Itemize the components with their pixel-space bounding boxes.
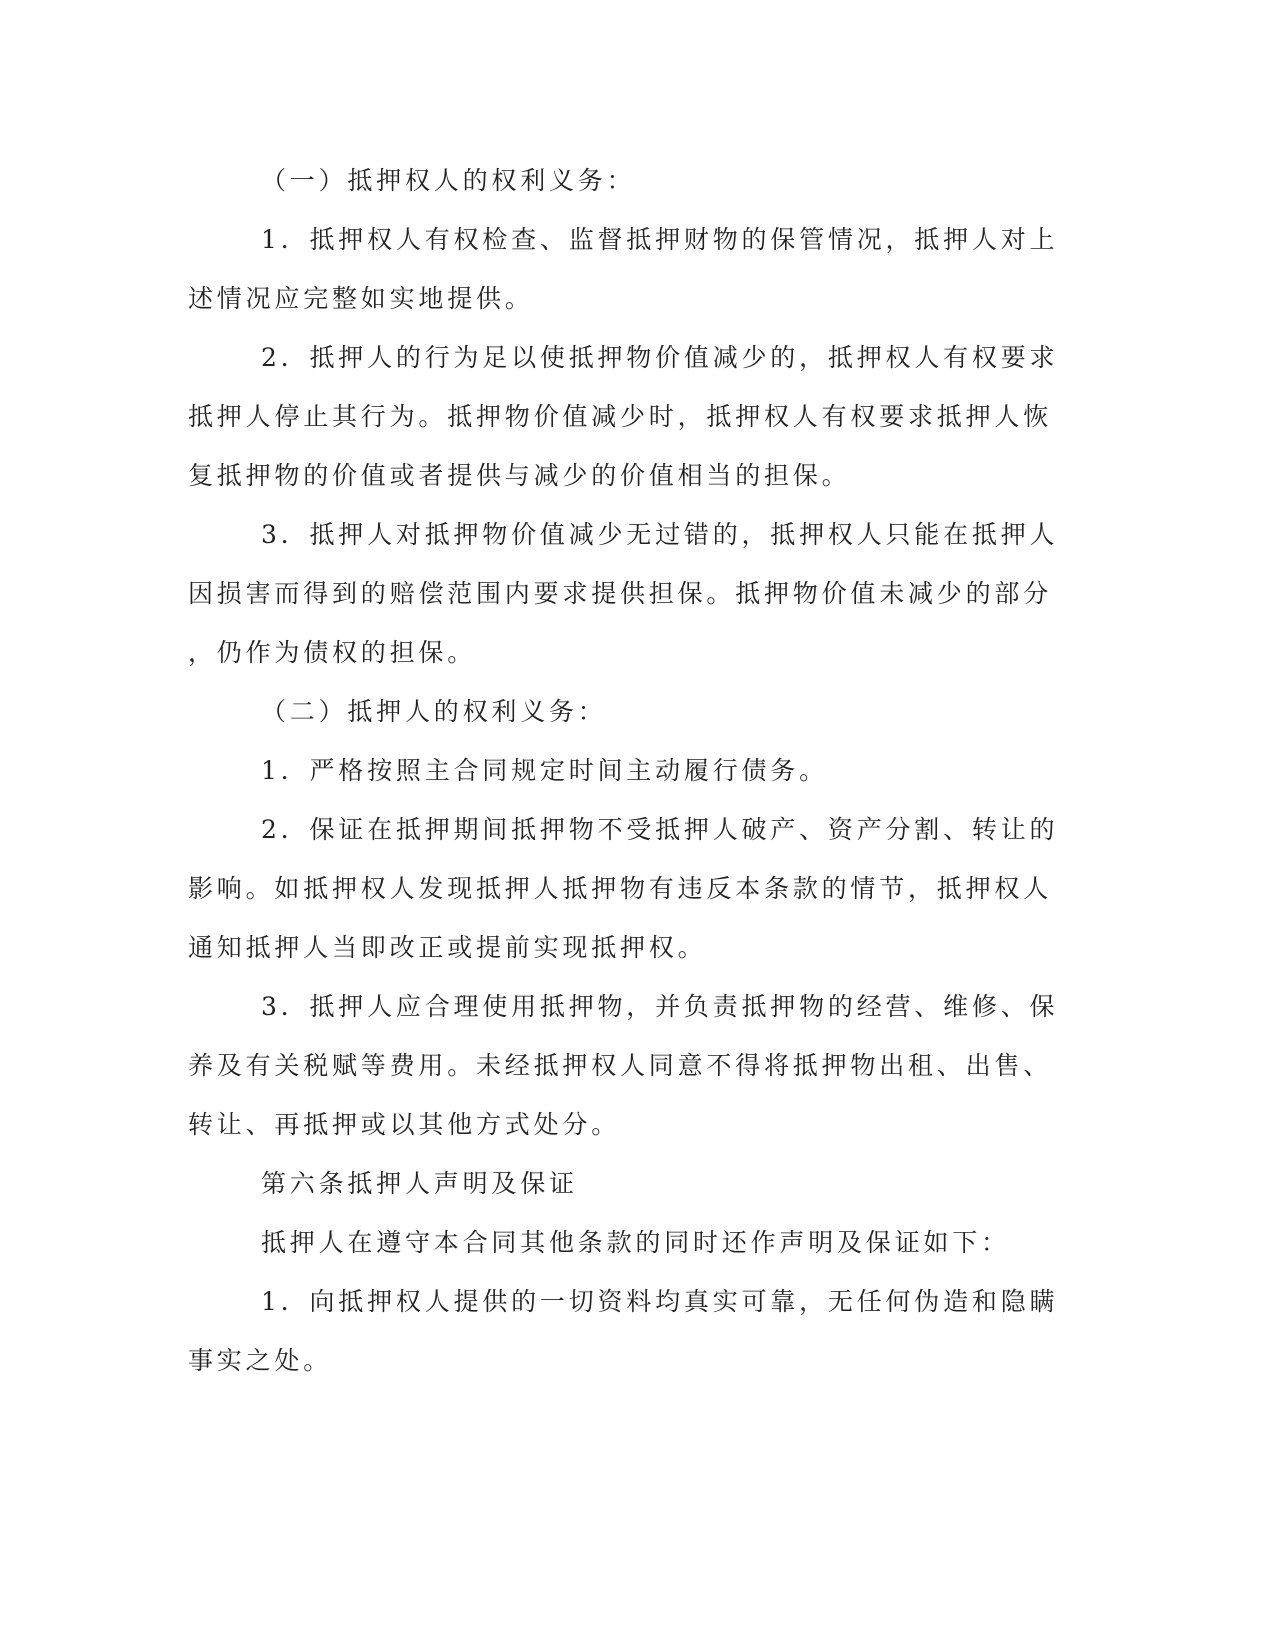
paragraph-line: 养及有关税赋等费用。未经抵押权人同意不得将抵押物出租、出售、 xyxy=(188,1051,1053,1080)
paragraph-line: 1．向抵押权人提供的一切资料均真实可靠，无任何伪造和隐瞒 xyxy=(261,1287,1059,1316)
paragraph-line: ，仍作为债权的担保。 xyxy=(188,638,477,667)
paragraph-line: 事实之处。 xyxy=(188,1346,333,1375)
paragraph-line: 1．抵押权人有权检查、监督抵押财物的保管情况，抵押人对上 xyxy=(261,225,1059,254)
article-heading: 第六条抵押人声明及保证 xyxy=(261,1169,578,1198)
paragraph-line: 抵押人停止其行为。抵押物价值减少时，抵押权人有权要求抵押人恢 xyxy=(188,402,1053,431)
paragraph-line: 3．抵押人对抵押物价值减少无过错的，抵押权人只能在抵押人 xyxy=(261,520,1059,549)
paragraph-line: 述情况应完整如实地提供。 xyxy=(188,284,534,313)
paragraph-line: 2．抵押人的行为足以使抵押物价值减少的，抵押权人有权要求 xyxy=(261,343,1059,372)
section-heading-mortgagor-rights: （二）抵押人的权利义务： xyxy=(261,697,607,726)
paragraph-line: 因损害而得到的赔偿范围内要求提供担保。抵押物价值未减少的部分 xyxy=(188,579,1053,608)
paragraph-line: 通知抵押人当即改正或提前实现抵押权。 xyxy=(188,933,707,962)
paragraph-line: 1．严格按照主合同规定时间主动履行债务。 xyxy=(261,756,828,785)
section-heading-mortgagee-rights: （一）抵押权人的权利义务： xyxy=(261,166,636,195)
paragraph-line: 影响。如抵押权人发现抵押人抵押物有违反本条款的情节，抵押权人 xyxy=(188,874,1053,903)
paragraph-line: 3．抵押人应合理使用抵押物，并负责抵押物的经营、维修、保 xyxy=(261,992,1059,1021)
paragraph-line: 转让、再抵押或以其他方式处分。 xyxy=(188,1110,621,1139)
paragraph-line: 2．保证在抵押期间抵押物不受抵押人破产、资产分割、转让的 xyxy=(261,815,1059,844)
paragraph-line: 复抵押物的价值或者提供与减少的价值相当的担保。 xyxy=(188,461,851,490)
paragraph-line: 抵押人在遵守本合同其他条款的同时还作声明及保证如下： xyxy=(261,1228,1010,1257)
